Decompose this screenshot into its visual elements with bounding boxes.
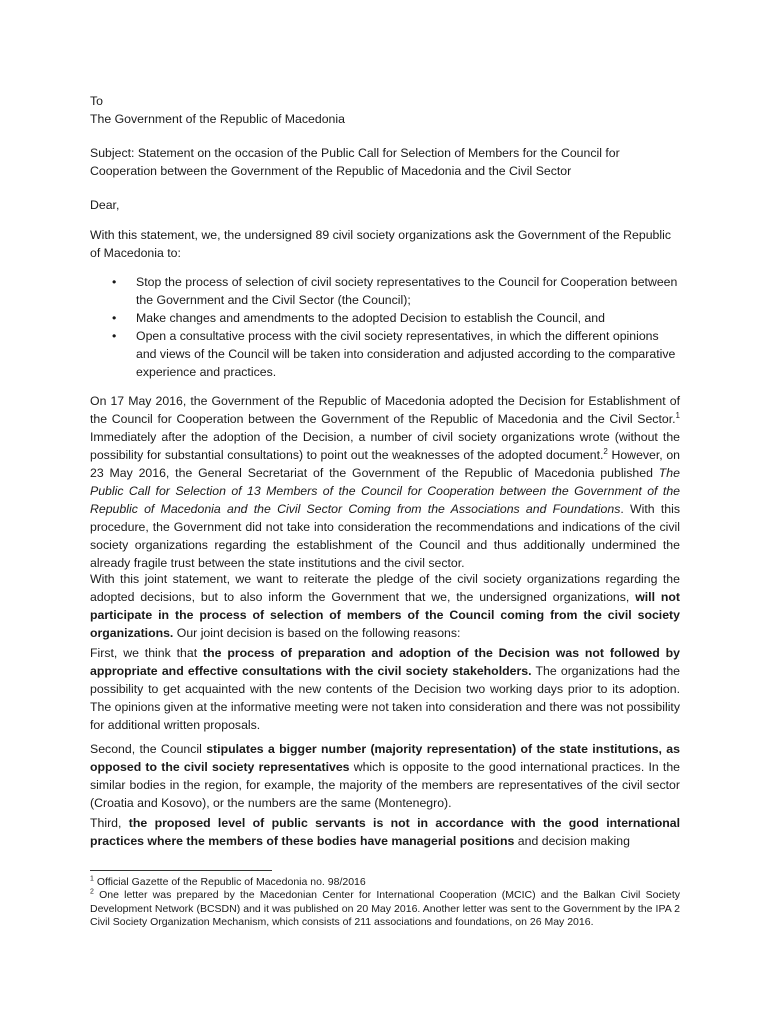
- list-item: • Stop the process of selection of civil society representatives to the Council for Cooperation between the Government and the Civil Sector (the Council);: [112, 275, 678, 307]
- bullet-icon: •: [112, 311, 117, 325]
- paragraph-second-reason: Second, the Council stipulates a bigger number (majority representation) of the state institutions, as opposed to the civil society representatives which is opposite to the good international practices. In the similar bodies in the region, for example, the majority of the members are representatives of the civil sector (Croatia and Kosovo), or the numbers are the same (Montenegro).: [90, 742, 680, 810]
- paragraph-decision-adopted: On 17 May 2016, the Government of the Republic of Macedonia adopted the Decision for Establishment of the Council for Cooperation between the Government of the Republic of Macedonia and the Civil Sector.$^1$ Immediately after the adoption of the Decision, a number of civil society organizations wrote (without the possibility for substantial consultations) to point out the weaknesses of the adopted document.$^2$ However, on 23 May 2016, the General Secretariat of the Government of the Republic of Macedonia published The Public Call for Selection of 13 Members of the Council for Cooperation between the Government of the Republic of Macedonia and the Civil Sector Coming from the Associations and Foundations. With this procedure, the Government did not take into consideration the recommendations and indications of the civil society organizations regarding the establishment of the Council and thus additionally undermined the already fragile trust between the state institutions and the civil sector.: [90, 394, 681, 570]
- footnotes: [90, 876, 680, 930]
- salutation: Dear,: [90, 198, 120, 212]
- address-to: To: [90, 94, 103, 108]
- list-item: • Open a consultative process with the civil society representatives, in which the different opinions and views of the Council will be taken into consideration and adjusted according to the comparative experience and practices.: [112, 329, 676, 379]
- list-item: • Make changes and amendments to the adopted Decision to establish the Council, and: [112, 311, 605, 325]
- bullet-icon: •: [112, 329, 117, 343]
- paragraph-third-reason: Third, the proposed level of public servants is not in accordance with the good international practices where the members of these bodies have managerial positions and decision making: [90, 816, 680, 848]
- subject-line: Subject: Statement on the occasion of the Public Call for Selection of Members for the Council for Cooperation between the Government of the Republic of Macedonia and the Civil Sector: [90, 146, 620, 178]
- footnote: $^1$ Official Gazette of the Republic of Macedonia no. 98/2016: [90, 875, 366, 888]
- intro-paragraph: With this statement, we, the undersigned 89 civil society organizations ask the Government of the Republic of Macedonia to:: [90, 228, 671, 260]
- paragraph-first-reason: First, we think that the process of preparation and adoption of the Decision was not followed by appropriate and effective consultations with the civil society stakeholders. The organizations had the possibility to get acquainted with the new contents of the Decision two working days prior to its adoption. The opinions given at the informative meeting were not taken into consideration and there was not possibility for additional written proposals.: [90, 646, 680, 732]
- footnote-divider: [90, 870, 272, 871]
- paragraph-joint-statement: With this joint statement, we want to reiterate the pledge of the civil society organizations regarding the adopted decisions, but to also inform the Government that we, the undersigned organizations, will not participate in the process of selection of members of the Council coming from the civil society organizations. Our joint decision is based on the following reasons:: [90, 572, 680, 640]
- recipient: The Government of the Republic of Macedonia: [90, 112, 345, 126]
- footnote-ref: 2: [603, 446, 608, 456]
- bullet-icon: •: [112, 275, 117, 289]
- footnote: $^2$ One letter was prepared by the Macedonian Center for International Cooperation (MCIC) and the Balkan Civil Society Development Network (BCSDN) and it was published on 20 May 2016. Another letter was sent to the Government by the IPA 2 Civil Society Organization Mechanism, which consists of 211 associations and foundations, on 26 May 2016.: [90, 888, 680, 929]
- request-list: [112, 273, 680, 381]
- footnote-ref: 1: [675, 410, 680, 420]
